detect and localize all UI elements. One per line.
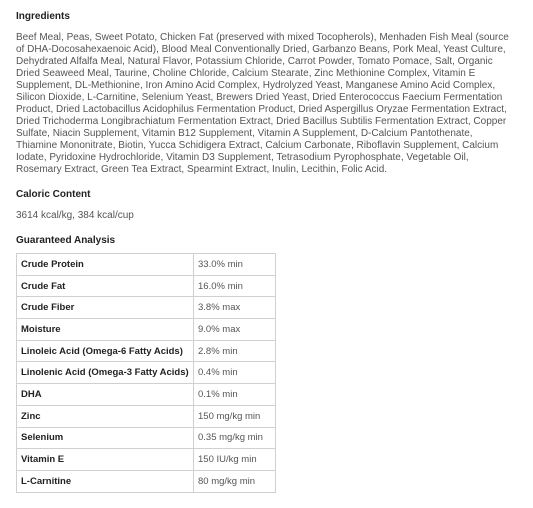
ingredients-text: Beef Meal, Peas, Sweet Potato, Chicken Fat (preserved with mixed Tocopherols), Menhaden Fish Meal (source of DHA-Docosahexaenoic Acid), Blood Meal Conventionally Dried, Garbanzo Beans, Pork Meal, Yeast Culture, Dehydrated Alfalfa Meal, Natural Flavor, Potassium Chloride, Carrot Powder, Tomato Pomace, Salt, Organic Dried Seaweed Meal, Taurine, Choline Chloride, Calcium Stearate, Zinc Methionine Complex, Vitamin E Supplement, DL-Methionine, Iron Amino Acid Complex, Hydrolyzed Yeast, Manganese Amino Acid Complex, Silicon Dioxide, L-Carnitine, Selenium Yeast, Brewers Dried Yeast, Dried Enterococcus Faecium Fermentation Product, Dried Lactobacillus Acidophilus Fermentation Product, Dried Aspergillus Oryzae Fermentation Extract, Dried Trichoderma Longibrachiatum Fermentation Extract, Dried Bacillus Subtilis Fermentation Extract, Copper Sulfate, Niacin Supplement, Vitamin B12 Supplement, Vitamin A Supplement, D-Calcium Pantothenate, Thiamine Mononitrate, Biotin, Yucca Schidigera Extract, Calcium Carbonate, Riboflavin Supplement, Calcium Iodate, Pyridoxine Hydrochloride, Vitamin D3 Supplement, Tetrasodium Pyrophosphate, Vegetable Oil, Rosemary Extract, Green Tea Extract, Spearmint Extract, Inulin, Lecithin, Folic Acid.	[16, 32, 509, 175]
nutrient-value: 16.0% min	[194, 275, 276, 297]
caloric-content-text: 3614 kcal/kg, 384 kcal/cup	[16, 210, 134, 221]
nutrient-value: 0.1% min	[194, 384, 276, 406]
nutrient-value: 2.8% min	[194, 340, 276, 362]
nutrient-label: Crude Protein	[17, 254, 194, 276]
table-row	[17, 340, 276, 362]
nutrient-label: Linolenic Acid (Omega-3 Fatty Acids)	[17, 362, 194, 384]
nutrient-label: Crude Fiber	[17, 297, 194, 319]
nutrient-value: 0.4% min	[194, 362, 276, 384]
table-row	[17, 470, 276, 492]
nutrient-label: L-Carnitine	[17, 470, 194, 492]
caloric-content-heading: Caloric Content	[16, 189, 91, 200]
guaranteed-analysis-table	[16, 253, 276, 493]
nutrient-label: Linoleic Acid (Omega-6 Fatty Acids)	[17, 340, 194, 362]
table-row	[17, 362, 276, 384]
nutrient-label: DHA	[17, 384, 194, 406]
nutrient-value: 150 mg/kg min	[194, 405, 276, 427]
guaranteed-analysis-heading: Guaranteed Analysis	[16, 235, 116, 246]
nutrient-label: Selenium	[17, 427, 194, 449]
nutrient-value: 0.35 mg/kg min	[194, 427, 276, 449]
nutrient-label: Zinc	[17, 405, 194, 427]
nutrient-value: 33.0% min	[194, 254, 276, 276]
nutrient-label: Vitamin E	[17, 449, 194, 471]
table-row	[17, 405, 276, 427]
nutrient-label: Crude Fat	[17, 275, 194, 297]
table-row	[17, 449, 276, 471]
table-row	[17, 254, 276, 276]
ingredients-heading: Ingredients	[16, 11, 70, 22]
table-row	[17, 275, 276, 297]
nutrient-value: 9.0% max	[194, 319, 276, 341]
nutrient-value: 80 mg/kg min	[194, 470, 276, 492]
nutrient-value: 3.8% max	[194, 297, 276, 319]
nutrient-label: Moisture	[17, 319, 194, 341]
table-row	[17, 297, 276, 319]
table-row	[17, 319, 276, 341]
table-row	[17, 427, 276, 449]
nutrient-value: 150 IU/kg min	[194, 449, 276, 471]
table-row	[17, 384, 276, 406]
